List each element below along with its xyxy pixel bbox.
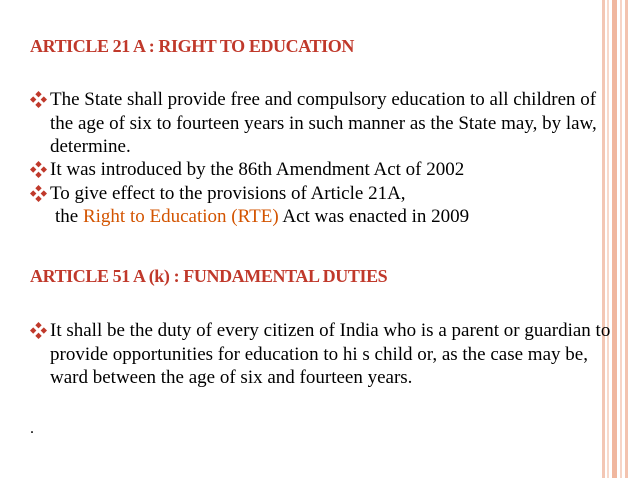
stripe xyxy=(620,0,622,478)
stripe xyxy=(625,0,628,478)
stripe xyxy=(602,0,605,478)
bullet-item xyxy=(30,319,615,390)
four-diamond-bullet-icon xyxy=(30,161,47,178)
trailing-dot: . xyxy=(30,420,34,437)
bullet-text-line xyxy=(50,205,615,229)
four-diamond-bullet-icon xyxy=(30,322,47,339)
heading-article-21a: ARTICLE 21 A : RIGHT TO EDUCATION xyxy=(30,36,354,56)
bullet-text-line: To give effect to the provisions of Article 21A, xyxy=(50,182,406,204)
bullet-item xyxy=(30,158,615,182)
four-diamond-bullet-icon xyxy=(30,185,47,202)
bullet-item xyxy=(30,88,615,159)
rte-highlight: Right to Education (RTE) xyxy=(82,206,279,227)
bullet-text xyxy=(50,182,615,229)
bullet-text: It shall be the duty of every citizen of India who is a parent or guardian to provide opportunities for education to hi s child or, as the case may be, ward between the age of six and fourteen years. xyxy=(50,320,611,388)
text-pre: the xyxy=(55,206,83,227)
bullet-text: It was introduced by the 86th Amendment Act of 2002 xyxy=(50,159,465,180)
four-diamond-bullet-icon xyxy=(30,91,47,108)
stripe xyxy=(607,0,609,478)
text-post: Act was enacted in 2009 xyxy=(278,206,470,227)
bullet-item xyxy=(30,182,615,229)
bullet-text: The State shall provide free and compulsory education to all children of the age of six to fourteen years in such manner as the State may, by law, determine. xyxy=(50,89,597,157)
stripe xyxy=(612,0,617,478)
decorative-stripes xyxy=(600,0,638,478)
heading-article-51a: ARTICLE 51 A (k) : FUNDAMENTAL DUTIES xyxy=(30,266,388,286)
